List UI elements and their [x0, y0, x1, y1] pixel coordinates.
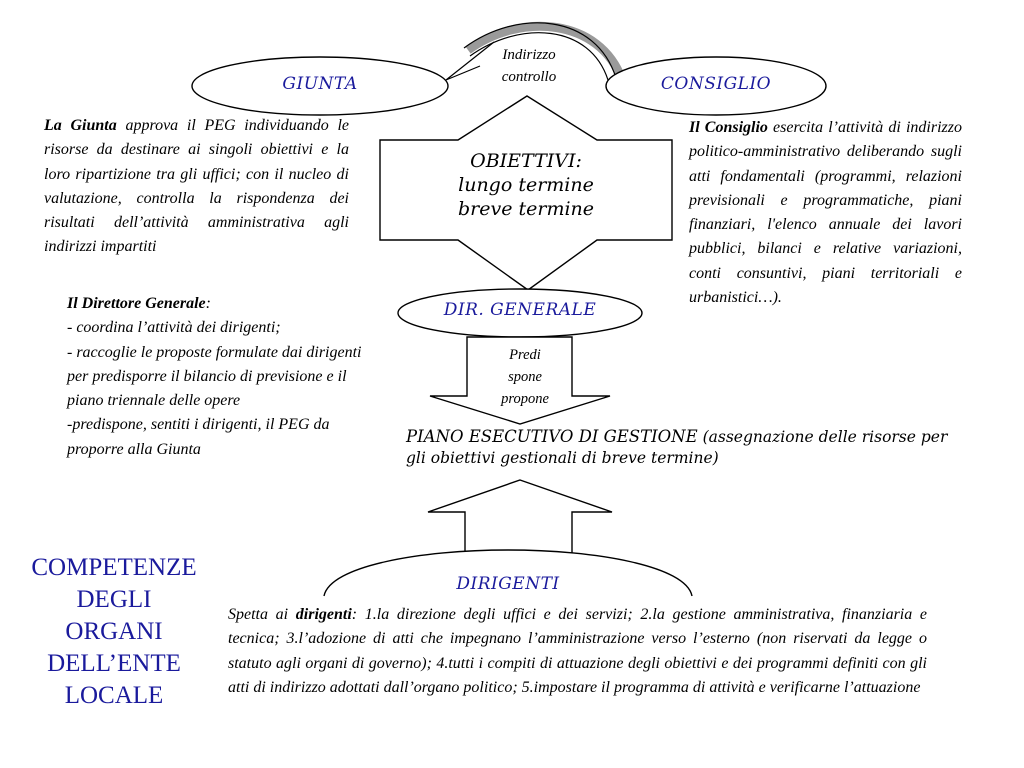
- dirigenti-description: [228, 603, 927, 700]
- side-title-line-3: ORGANI: [65, 618, 163, 645]
- direttore-item-1: - coordina l’attività dei dirigenti;: [67, 319, 281, 337]
- callout-line-2: controllo: [501, 69, 557, 85]
- side-title-line-5: LOCALE: [64, 682, 164, 709]
- consiglio-label: CONSIGLIO: [660, 74, 772, 94]
- side-title-line-4: DELL’ENTE: [47, 650, 181, 677]
- side-title-line-1: COMPETENZE: [31, 554, 197, 581]
- giunta-label: GIUNTA: [282, 74, 358, 94]
- consiglio-description-lead: Il Consiglio: [689, 119, 768, 136]
- direttore-description-colon: :: [205, 295, 211, 312]
- dirigenti-description-prefix: Spetta ai: [228, 606, 296, 623]
- direttore-item-2: - raccoglie le proposte formulate dai dirigenti per predisporre il bilancio di previsione e il piano triennale delle opere: [67, 343, 362, 410]
- side-title: [8, 552, 220, 712]
- direttore-description-lead: Il Direttore Generale: [67, 295, 206, 312]
- down-arrow-line-1: Predi: [509, 347, 541, 363]
- objectives-line-3: breve termine: [457, 198, 595, 220]
- direttore-description: [67, 292, 372, 462]
- objectives-line-1: OBIETTIVI:: [470, 150, 582, 172]
- dirigenti-label: DIRIGENTI: [456, 574, 560, 594]
- peg-text: [406, 426, 966, 469]
- direttore-item-3: -predispone, sentiti i dirigenti, il PEG da proporre alla Giunta: [67, 416, 330, 458]
- callout-text: [484, 44, 574, 88]
- giunta-description-lead: La Giunta: [44, 117, 117, 134]
- dir-generale-label: DIR. GENERALE: [443, 300, 597, 320]
- dirigenti-description-lead: dirigenti: [295, 606, 352, 623]
- giunta-description-body: approva il PEG individuando le risorse da destinare ai singoli obiettivi e la loro ripartizione tra gli uffici; con il nucleo di valutazione, controlla la rispondenza dei risultati dell’attività amministrativa agli indirizzi impartiti: [44, 117, 349, 256]
- side-title-line-2: DEGLI: [76, 586, 152, 613]
- down-arrow-line-2: spone: [508, 369, 542, 385]
- callout-line-1: Indirizzo: [502, 47, 556, 63]
- down-arrow-line-3: propone: [501, 391, 549, 407]
- giunta-description: [44, 114, 349, 260]
- objectives-line-2: lungo termine: [458, 174, 594, 196]
- peg-title: PIANO ESECUTIVO DI GESTIONE: [406, 427, 698, 446]
- consiglio-description-body: esercita l’attività di indirizzo politico-amministrativo deliberando sugli atti fondamentali (programmi, relazioni previsionali e programmatiche, piani finanziari, l'elenco annuale dei lavori pubblici, bilanci e relative variazioni, conti consuntivi, piani territoriali e urbanistici…).: [689, 119, 962, 307]
- consiglio-description: [689, 116, 962, 310]
- dirigenti-description-body: : 1.la direzione degli uffici e dei servizi; 2.la gestione amministrativa, finanziaria e tecnica; 3.l’adozione di atti che impegnano l’amministrazione verso l’esterno (non riservati da legge o statuto agli organi di governo); 4.tutti i compiti di attuazione degli obiettivi e dei programmi definiti con gli atti di indirizzo adottati dall’organo politico; 5.impostare il programma di attività e verificarne l’attuazione: [228, 606, 928, 696]
- down-arrow-text: [480, 344, 570, 410]
- objectives-text: [380, 149, 672, 221]
- peg-subtitle: (assegnazione delle risorse per gli obiettivi gestionali di breve termine): [406, 428, 948, 467]
